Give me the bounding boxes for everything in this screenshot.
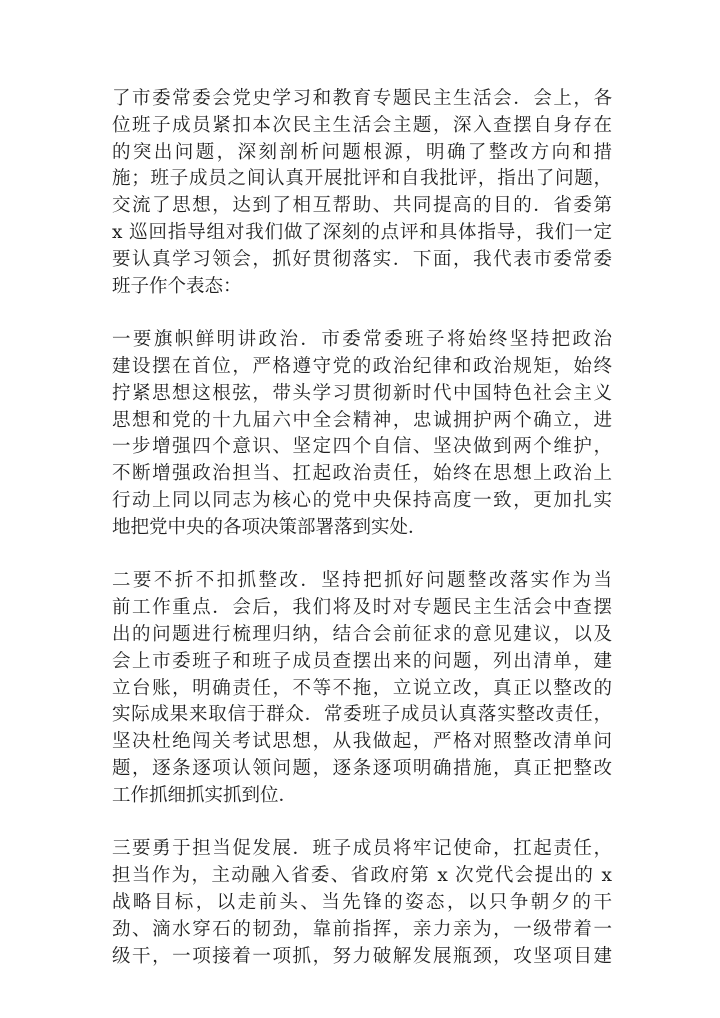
text-line: 战略目标，以走前头、当先锋的姿态，以只争朝夕的干 bbox=[112, 891, 612, 913]
text-line: 施；班子成员之间认真开展批评和自我批评，指出了问题， bbox=[112, 168, 612, 190]
text-line: 拧紧思想这根弦，带头学习贯彻新时代中国特色社会主义 bbox=[112, 382, 612, 404]
text-line: 建设摆在首位，严格遵守党的政治纪律和政治规矩，始终 bbox=[112, 355, 612, 377]
text-line: 班子作个表态： bbox=[112, 275, 242, 297]
document-page bbox=[112, 86, 612, 970]
text-line: 不断增强政治担当、扛起政治责任，始终在思想上政治上 bbox=[112, 463, 612, 485]
text-line: 题，逐条逐项认领问题，逐条逐项明确措施，真正把整改 bbox=[112, 757, 612, 779]
text-line: 立台账，明确责任，不等不拖，立说立改，真正以整改的 bbox=[112, 677, 612, 699]
text-line: 的突出问题，深刻剖析问题根源，明确了整改方向和措 bbox=[112, 141, 612, 163]
text-line: 位班子成员紧扣本次民主生活会主题，深入查摆自身存在 bbox=[112, 114, 612, 136]
paragraph-politics bbox=[112, 327, 612, 541]
paragraph-development bbox=[112, 836, 612, 970]
text-line: 一要旗帜鲜明讲政治．市委常委班子将始终坚持把政治 bbox=[112, 329, 612, 351]
text-line: 坚决杜绝闯关考试思想，从我做起，严格对照整改清单问 bbox=[112, 731, 612, 753]
text-line: 一步增强四个意识、坚定四个自信、坚决做到两个维护， bbox=[112, 436, 612, 458]
text-line: 地把党中央的各项决策部署落到实处． bbox=[112, 516, 427, 538]
paragraph-spacer bbox=[112, 300, 612, 327]
text-line: 实际成果来取信于群众．常委班子成员认真落实整改责任， bbox=[112, 704, 612, 726]
text-line: 劲、滴水穿石的韧劲，靠前指挥，亲力亲为，一级带着一 bbox=[112, 918, 612, 940]
text-line: 工作抓细抓实抓到位． bbox=[112, 784, 298, 806]
paragraph-intro bbox=[112, 86, 612, 300]
paragraph-spacer bbox=[112, 810, 612, 837]
text-line: 要认真学习领会，抓好贯彻落实．下面，我代表市委常委 bbox=[112, 248, 612, 270]
text-line: 级干，一项接着一项抓，努力破解发展瓶颈，攻坚项目建 bbox=[112, 945, 612, 967]
text-line: 担当作为，主动融入省委、省政府第 x 次党代会提出的 x bbox=[112, 865, 612, 887]
text-line: 出的问题进行梳理归纳，结合会前征求的意见建议，以及 bbox=[112, 623, 612, 645]
text-line: 二要不折不扣抓整改．坚持把抓好问题整改落实作为当 bbox=[112, 570, 612, 592]
text-line: 三要勇于担当促发展．班子成员将牢记使命，扛起责任， bbox=[112, 838, 612, 860]
text-line: 会上市委班子和班子成员查摆出来的问题，列出清单，建 bbox=[112, 650, 612, 672]
text-line: 了市委常委会党史学习和教育专题民主生活会．会上，各 bbox=[112, 88, 612, 109]
text-line: 前工作重点．会后，我们将及时对专题民主生活会中查摆 bbox=[112, 597, 612, 619]
paragraph-rectification bbox=[112, 568, 612, 809]
text-line: 思想和党的十九届六中全会精神，忠诚拥护两个确立，进 bbox=[112, 409, 612, 431]
text-line: 交流了思想，达到了相互帮助、共同提高的目的．省委第 bbox=[112, 195, 612, 217]
text-line: 行动上同以同志为核心的党中央保持高度一致，更加扎实 bbox=[112, 489, 612, 511]
text-line: x 巡回指导组对我们做了深刻的点评和具体指导，我们一定 bbox=[112, 221, 612, 243]
paragraph-spacer bbox=[112, 542, 612, 569]
